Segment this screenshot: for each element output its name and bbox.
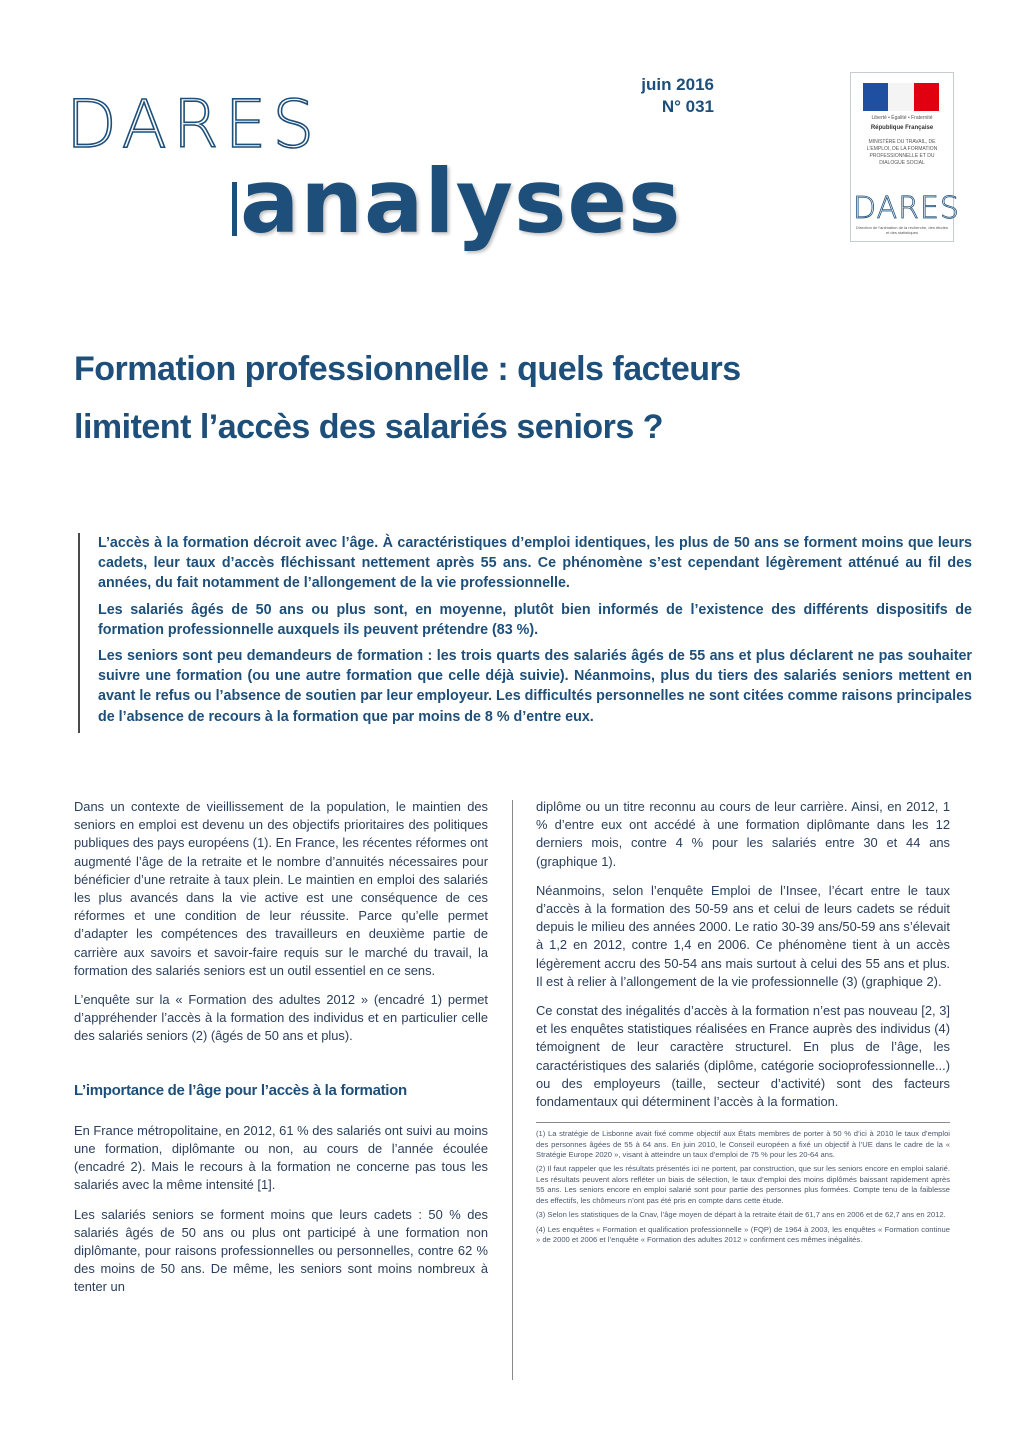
title-line-2: limitent l’accès des salariés seniors ? bbox=[74, 408, 664, 446]
body-paragraph: En France métropolitaine, en 2012, 61 % des salariés ont suivi au moins une formation, diplômante ou non, au cours de l’année écoulée (encadré 2). Mais le recours à la formation ne concerne pas tous les salariés avec la même intensité [1]. bbox=[74, 1122, 488, 1193]
summary-paragraph: Les seniors sont peu demandeurs de formation : les trois quarts des salariés âgés de 55 ans et plus déclarent ne pas souhaiter suivre une formation (ou une autre formation que celle déjà suivie). Néanmoins, plus du tiers des salariés seniors mettent en avant le refus ou l’absence de soutien par leur employeur. Les difficultés personnelles ne sont citées comme raisons principales de l’absence de recours à la formation que par moins de 8 % d’entre eux. bbox=[98, 648, 972, 725]
marianne-flag-icon bbox=[863, 83, 939, 111]
title-line-1: Formation professionnelle : quels facteurs bbox=[74, 350, 741, 388]
footnote: (4) Les enquêtes « Formation et qualification professionnelle » (FQP) de 1964 à 2003, les enquêtes « Formation continue » de 2000 et 2006 et l’enquête « Formation des adultes 2012 » confirment ces mêmes inégalités. bbox=[536, 1224, 950, 1244]
body-paragraph: Ce constat des inégalités d’accès à la formation n’est pas nouveau [2, 3] et les enquêtes statistiques réalisées en France auprès des individus (4) témoignent de leur caractère structurel. En plus de l’âge, les caractéristiques des salariés (diplôme, catégorie socioprofessionnelle...) ou des employeurs (taille, secteur d’activité) sont des facteurs fondamentaux qui déterminent l’accès à la formation. bbox=[536, 1003, 950, 1110]
footnote: (1) La stratégie de Lisbonne avait fixé comme objectif aux États membres de porter à 50 % d’ici à 2010 le taux d’emploi des personnes âgées de 55 à 64 ans. En juin 2010, le Conseil européen a fixé un objectif à l’UE dans le cadre de la « Stratégie Europe 2020 », visant à atteindre un taux d’emploi de 75 % pour les 20-64 ans. bbox=[536, 1129, 950, 1160]
footnote: (3) Selon les statistiques de la Cnav, l’âge moyen de départ à la retraite était de 61,7 ans en 2006 et de 62,7 ans en 2012. bbox=[536, 1210, 946, 1220]
issue-number: N° 031 bbox=[661, 97, 714, 116]
body-paragraph: diplôme ou un titre reconnu au cours de leur carrière. Ainsi, en 2012, 1 % d’entre eux ont accédé à une formation diplômante dans les 12 derniers mois, contre 4 % pour les salariés entre 30 et 44 ans (graphique 1). bbox=[536, 799, 950, 869]
ministry-logo-box bbox=[850, 72, 960, 242]
footnote-rule bbox=[536, 1122, 950, 1123]
masthead-dares-logo: DARES bbox=[66, 86, 321, 163]
body-paragraph: Néanmoins, selon l’enquête Emploi de l’Insee, l’écart entre le taux d’accès à la formation des 50-59 ans et celui de leurs cadets se réduit depuis le milieu des années 2000. Le ratio 30-39 ans/50-59 ans s’élevait à 1,2 en 2012, contre 1,4 en 2006. Ce phénomène tient à un accès légèrement accru des 50-54 ans mais surtout à celui des 55 ans et plus. Il est à relier à l’allongement de la vie professionnelle (3) (graphique 2). bbox=[536, 882, 950, 989]
section-heading: L’importance de l’âge pour l’accès à la formation bbox=[74, 1081, 407, 1099]
page-title bbox=[74, 340, 794, 456]
body-paragraph: L’enquête sur la « Formation des adultes 2012 » (encadré 1) permet d’appréhender l’accès à la formation des individus et en particulier celle des salariés seniors (2) (âgés de 50 ans et plus). bbox=[74, 992, 488, 1044]
republic-motto: Liberté • Égalité • Fraternité bbox=[871, 115, 933, 121]
left-column bbox=[74, 798, 488, 1308]
masthead-analyses-wordmark: analyses bbox=[240, 150, 682, 253]
right-column bbox=[536, 798, 950, 1249]
masthead-divider bbox=[232, 182, 237, 236]
dares-small-logo: DARES bbox=[853, 191, 960, 226]
summary-paragraph: L’accès à la formation décroit avec l’âge. À caractéristiques d’emploi identiques, les plus de 50 ans se forment moins que leurs cadets, leur taux d’accès fléchissant nettement après 55 ans. Ce phénomène s’est cependant légèrement atténué au fil des années, du fait notamment de l’allongement de la vie professionnelle. bbox=[98, 535, 972, 592]
body-paragraph: Dans un contexte de vieillissement de la population, le maintien des seniors en emploi est devenu un des objectifs prioritaires des politiques publiques des pays européens (1). En France, les récentes réformes ont augmenté l’âge de la retraite et le nombre d’annuités nécessaires pour bénéficier d’une retraite à taux plein. Le maintien en emploi des salariés les plus avancés dans la vie active est une conséquence de ces réformes et une condition de leur réussite. Parce qu’elle permet d’adapter les compétences des travailleurs en deuxième partie de carrière aux savoirs et savoir-faire requis sur le marché du travail, la formation des salariés seniors est un outil essentiel en ce sens. bbox=[74, 799, 488, 978]
column-divider bbox=[512, 800, 513, 1380]
issue-date: juin 2016 bbox=[641, 75, 714, 94]
republic-name: République Française bbox=[870, 125, 934, 131]
ministry-name: MINISTÈRE DU TRAVAIL, DE L'EMPLOI, DE LA FORMATION PROFESSIONNELLE ET DU DIALOGUE SOCIAL bbox=[866, 139, 938, 166]
footnotes bbox=[536, 1129, 950, 1245]
footnote: (2) Il faut rappeler que les résultats présentés ici ne portent, par construction, que sur les seniors encore en emploi salarié. Les résultats peuvent alors refléter un biais de sélection, le taux d’emploi des moins diplômés baissant rapidement après 55 ans. Les seniors encore en emploi salarié sont pour partie des personnes plus formées. Compte tenu de la faiblesse des effectifs, les chômeurs n’ont pas été pris en compte dans cette étude. bbox=[536, 1164, 950, 1205]
summary-paragraph: Les salariés âgés de 50 ans ou plus sont, en moyenne, plutôt bien informés de l’existence des différents dispositifs de formation professionnelle auxquels ils peuvent prétendre (83 %). bbox=[98, 601, 972, 638]
summary-box bbox=[78, 533, 972, 733]
body-paragraph: Les salariés seniors se forment moins que leurs cadets : 50 % des salariés âgés de 50 ans ou plus ont participé à une formation non diplômante, pour raisons professionnelles ou personnelles, contre 62 % des moins de 50 ans. De même, les seniors sont moins nombreux à tenter un bbox=[74, 1206, 488, 1295]
dares-logo-subtitle: Direction de l'animation de la recherche, des études et des statistiques bbox=[856, 225, 948, 235]
issue-info bbox=[641, 74, 714, 118]
